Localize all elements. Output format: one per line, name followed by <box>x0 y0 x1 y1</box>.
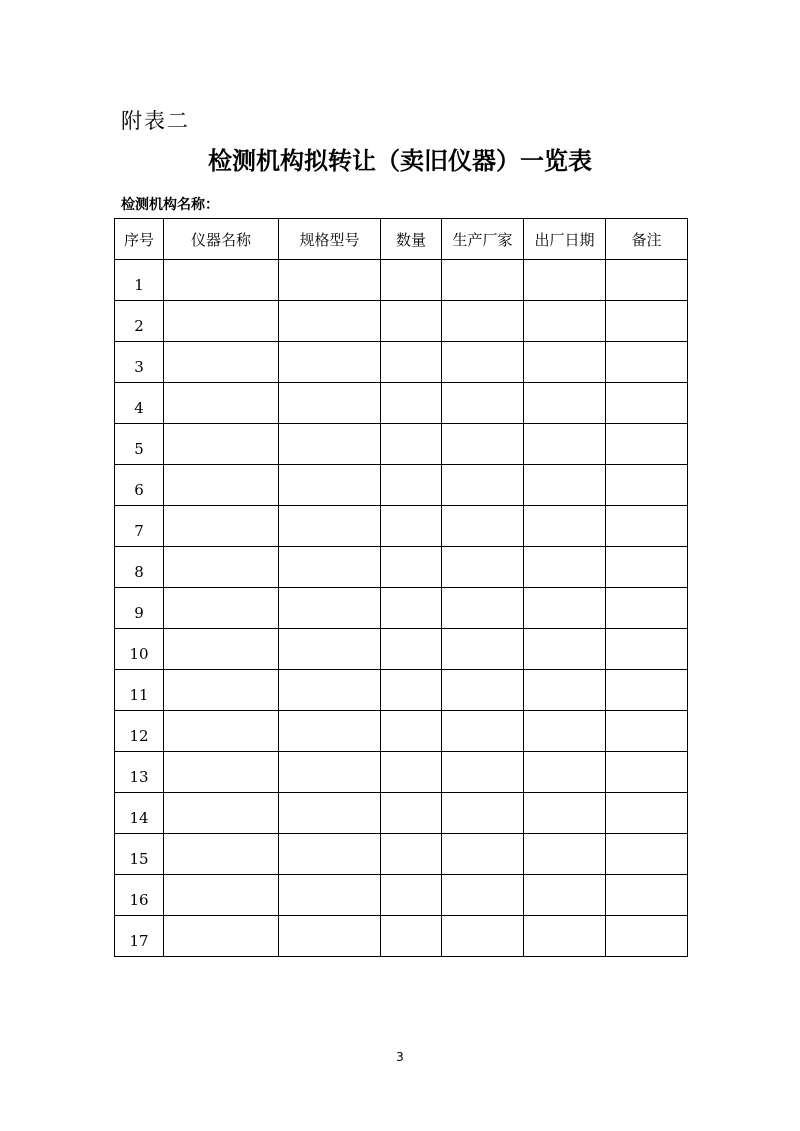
quantity-cell[interactable] <box>381 260 442 301</box>
instrument-name-cell[interactable] <box>164 793 279 834</box>
header-model-spec: 规格型号 <box>279 219 381 260</box>
quantity-cell[interactable] <box>381 834 442 875</box>
manufacture-date-cell[interactable] <box>524 465 606 506</box>
manufacture-date-cell[interactable] <box>524 260 606 301</box>
model-spec-cell[interactable] <box>279 342 381 383</box>
remarks-cell[interactable] <box>606 752 688 793</box>
document-title: 检测机构拟转让（卖旧仪器）一览表 <box>208 147 592 175</box>
table-row <box>115 711 688 752</box>
instrument-transfer-table <box>114 218 688 957</box>
remarks-cell[interactable] <box>606 383 688 424</box>
manufacturer-cell[interactable] <box>442 875 524 916</box>
row-index-cell: 16 <box>115 875 164 916</box>
manufacturer-cell[interactable] <box>442 547 524 588</box>
remarks-cell[interactable] <box>606 916 688 957</box>
manufacture-date-cell[interactable] <box>524 793 606 834</box>
row-index-cell: 3 <box>115 342 164 383</box>
header-quantity: 数量 <box>381 219 442 260</box>
quantity-cell[interactable] <box>381 301 442 342</box>
remarks-cell[interactable] <box>606 506 688 547</box>
manufacturer-cell[interactable] <box>442 752 524 793</box>
quantity-cell[interactable] <box>381 465 442 506</box>
row-index-cell: 1 <box>115 260 164 301</box>
table-row <box>115 260 688 301</box>
remarks-cell[interactable] <box>606 342 688 383</box>
model-spec-cell[interactable] <box>279 629 381 670</box>
table-row <box>115 793 688 834</box>
organization-name-label: 检测机构名称： <box>121 197 219 213</box>
quantity-cell[interactable] <box>381 588 442 629</box>
instrument-name-cell[interactable] <box>164 301 279 342</box>
remarks-cell[interactable] <box>606 793 688 834</box>
manufacturer-cell[interactable] <box>442 506 524 547</box>
row-index-cell: 2 <box>115 301 164 342</box>
quantity-cell[interactable] <box>381 752 442 793</box>
manufacturer-cell[interactable] <box>442 260 524 301</box>
manufacturer-cell[interactable] <box>442 629 524 670</box>
model-spec-cell[interactable] <box>279 793 381 834</box>
remarks-cell[interactable] <box>606 588 688 629</box>
model-spec-cell[interactable] <box>279 260 381 301</box>
manufacturer-cell[interactable] <box>442 916 524 957</box>
remarks-cell[interactable] <box>606 424 688 465</box>
table-row <box>115 588 688 629</box>
instrument-name-cell[interactable] <box>164 875 279 916</box>
instrument-name-cell[interactable] <box>164 424 279 465</box>
quantity-cell[interactable] <box>381 916 442 957</box>
manufacture-date-cell[interactable] <box>524 670 606 711</box>
manufacturer-cell[interactable] <box>442 588 524 629</box>
instrument-name-cell[interactable] <box>164 629 279 670</box>
row-index-cell: 12 <box>115 711 164 752</box>
table-row <box>115 916 688 957</box>
remarks-cell[interactable] <box>606 301 688 342</box>
table-row <box>115 834 688 875</box>
model-spec-cell[interactable] <box>279 670 381 711</box>
header-index: 序号 <box>115 219 164 260</box>
manufacture-date-cell[interactable] <box>524 752 606 793</box>
manufacturer-cell[interactable] <box>442 342 524 383</box>
model-spec-cell[interactable] <box>279 465 381 506</box>
manufacture-date-cell[interactable] <box>524 424 606 465</box>
table-row <box>115 383 688 424</box>
instrument-name-cell[interactable] <box>164 670 279 711</box>
row-index-cell: 7 <box>115 506 164 547</box>
manufacture-date-cell[interactable] <box>524 301 606 342</box>
row-index-cell: 17 <box>115 916 164 957</box>
manufacture-date-cell[interactable] <box>524 916 606 957</box>
quantity-cell[interactable] <box>381 383 442 424</box>
model-spec-cell[interactable] <box>279 588 381 629</box>
row-index-cell: 11 <box>115 670 164 711</box>
manufacture-date-cell[interactable] <box>524 506 606 547</box>
row-index-cell: 4 <box>115 383 164 424</box>
remarks-cell[interactable] <box>606 834 688 875</box>
table-row <box>115 670 688 711</box>
instrument-name-cell[interactable] <box>164 383 279 424</box>
row-index-cell: 9 <box>115 588 164 629</box>
table-row <box>115 465 688 506</box>
instrument-name-cell[interactable] <box>164 916 279 957</box>
appendix-label: 附表二 <box>121 109 190 133</box>
manufacture-date-cell[interactable] <box>524 629 606 670</box>
manufacturer-cell[interactable] <box>442 301 524 342</box>
model-spec-cell[interactable] <box>279 875 381 916</box>
row-index-cell: 14 <box>115 793 164 834</box>
instrument-name-cell[interactable] <box>164 588 279 629</box>
manufacture-date-cell[interactable] <box>524 342 606 383</box>
model-spec-cell[interactable] <box>279 752 381 793</box>
row-index-cell: 8 <box>115 547 164 588</box>
remarks-cell[interactable] <box>606 875 688 916</box>
remarks-cell[interactable] <box>606 465 688 506</box>
quantity-cell[interactable] <box>381 711 442 752</box>
table-row <box>115 506 688 547</box>
instrument-name-cell[interactable] <box>164 506 279 547</box>
table-header-row <box>115 219 688 260</box>
model-spec-cell[interactable] <box>279 834 381 875</box>
instrument-name-cell[interactable] <box>164 834 279 875</box>
quantity-cell[interactable] <box>381 424 442 465</box>
instrument-name-cell[interactable] <box>164 547 279 588</box>
model-spec-cell[interactable] <box>279 916 381 957</box>
manufacturer-cell[interactable] <box>442 424 524 465</box>
manufacture-date-cell[interactable] <box>524 875 606 916</box>
table-row <box>115 547 688 588</box>
manufacturer-cell[interactable] <box>442 465 524 506</box>
model-spec-cell[interactable] <box>279 383 381 424</box>
manufacturer-cell[interactable] <box>442 834 524 875</box>
manufacturer-cell[interactable] <box>442 711 524 752</box>
manufacture-date-cell[interactable] <box>524 383 606 424</box>
row-index-cell: 5 <box>115 424 164 465</box>
model-spec-cell[interactable] <box>279 301 381 342</box>
row-index-cell: 13 <box>115 752 164 793</box>
quantity-cell[interactable] <box>381 875 442 916</box>
manufacture-date-cell[interactable] <box>524 711 606 752</box>
remarks-cell[interactable] <box>606 711 688 752</box>
model-spec-cell[interactable] <box>279 506 381 547</box>
instrument-name-cell[interactable] <box>164 711 279 752</box>
header-manufacture-date: 出厂日期 <box>524 219 606 260</box>
model-spec-cell[interactable] <box>279 424 381 465</box>
model-spec-cell[interactable] <box>279 547 381 588</box>
manufacturer-cell[interactable] <box>442 793 524 834</box>
page-number: 3 <box>396 1050 404 1064</box>
table-row <box>115 342 688 383</box>
instrument-name-cell[interactable] <box>164 342 279 383</box>
table-row <box>115 752 688 793</box>
row-index-cell: 10 <box>115 629 164 670</box>
row-index-cell: 15 <box>115 834 164 875</box>
quantity-cell[interactable] <box>381 547 442 588</box>
quantity-cell[interactable] <box>381 629 442 670</box>
remarks-cell[interactable] <box>606 260 688 301</box>
table-row <box>115 875 688 916</box>
manufacture-date-cell[interactable] <box>524 834 606 875</box>
instrument-name-cell[interactable] <box>164 752 279 793</box>
instrument-name-cell[interactable] <box>164 260 279 301</box>
manufacturer-cell[interactable] <box>442 383 524 424</box>
header-remarks: 备注 <box>606 219 688 260</box>
table-row <box>115 629 688 670</box>
remarks-cell[interactable] <box>606 629 688 670</box>
table-row <box>115 301 688 342</box>
row-index-cell: 6 <box>115 465 164 506</box>
quantity-cell[interactable] <box>381 670 442 711</box>
model-spec-cell[interactable] <box>279 711 381 752</box>
instrument-name-cell[interactable] <box>164 465 279 506</box>
quantity-cell[interactable] <box>381 342 442 383</box>
remarks-cell[interactable] <box>606 547 688 588</box>
quantity-cell[interactable] <box>381 793 442 834</box>
manufacturer-cell[interactable] <box>442 670 524 711</box>
manufacture-date-cell[interactable] <box>524 588 606 629</box>
table-row <box>115 424 688 465</box>
header-manufacturer: 生产厂家 <box>442 219 524 260</box>
manufacture-date-cell[interactable] <box>524 547 606 588</box>
quantity-cell[interactable] <box>381 506 442 547</box>
remarks-cell[interactable] <box>606 670 688 711</box>
header-instrument-name: 仪器名称 <box>164 219 279 260</box>
